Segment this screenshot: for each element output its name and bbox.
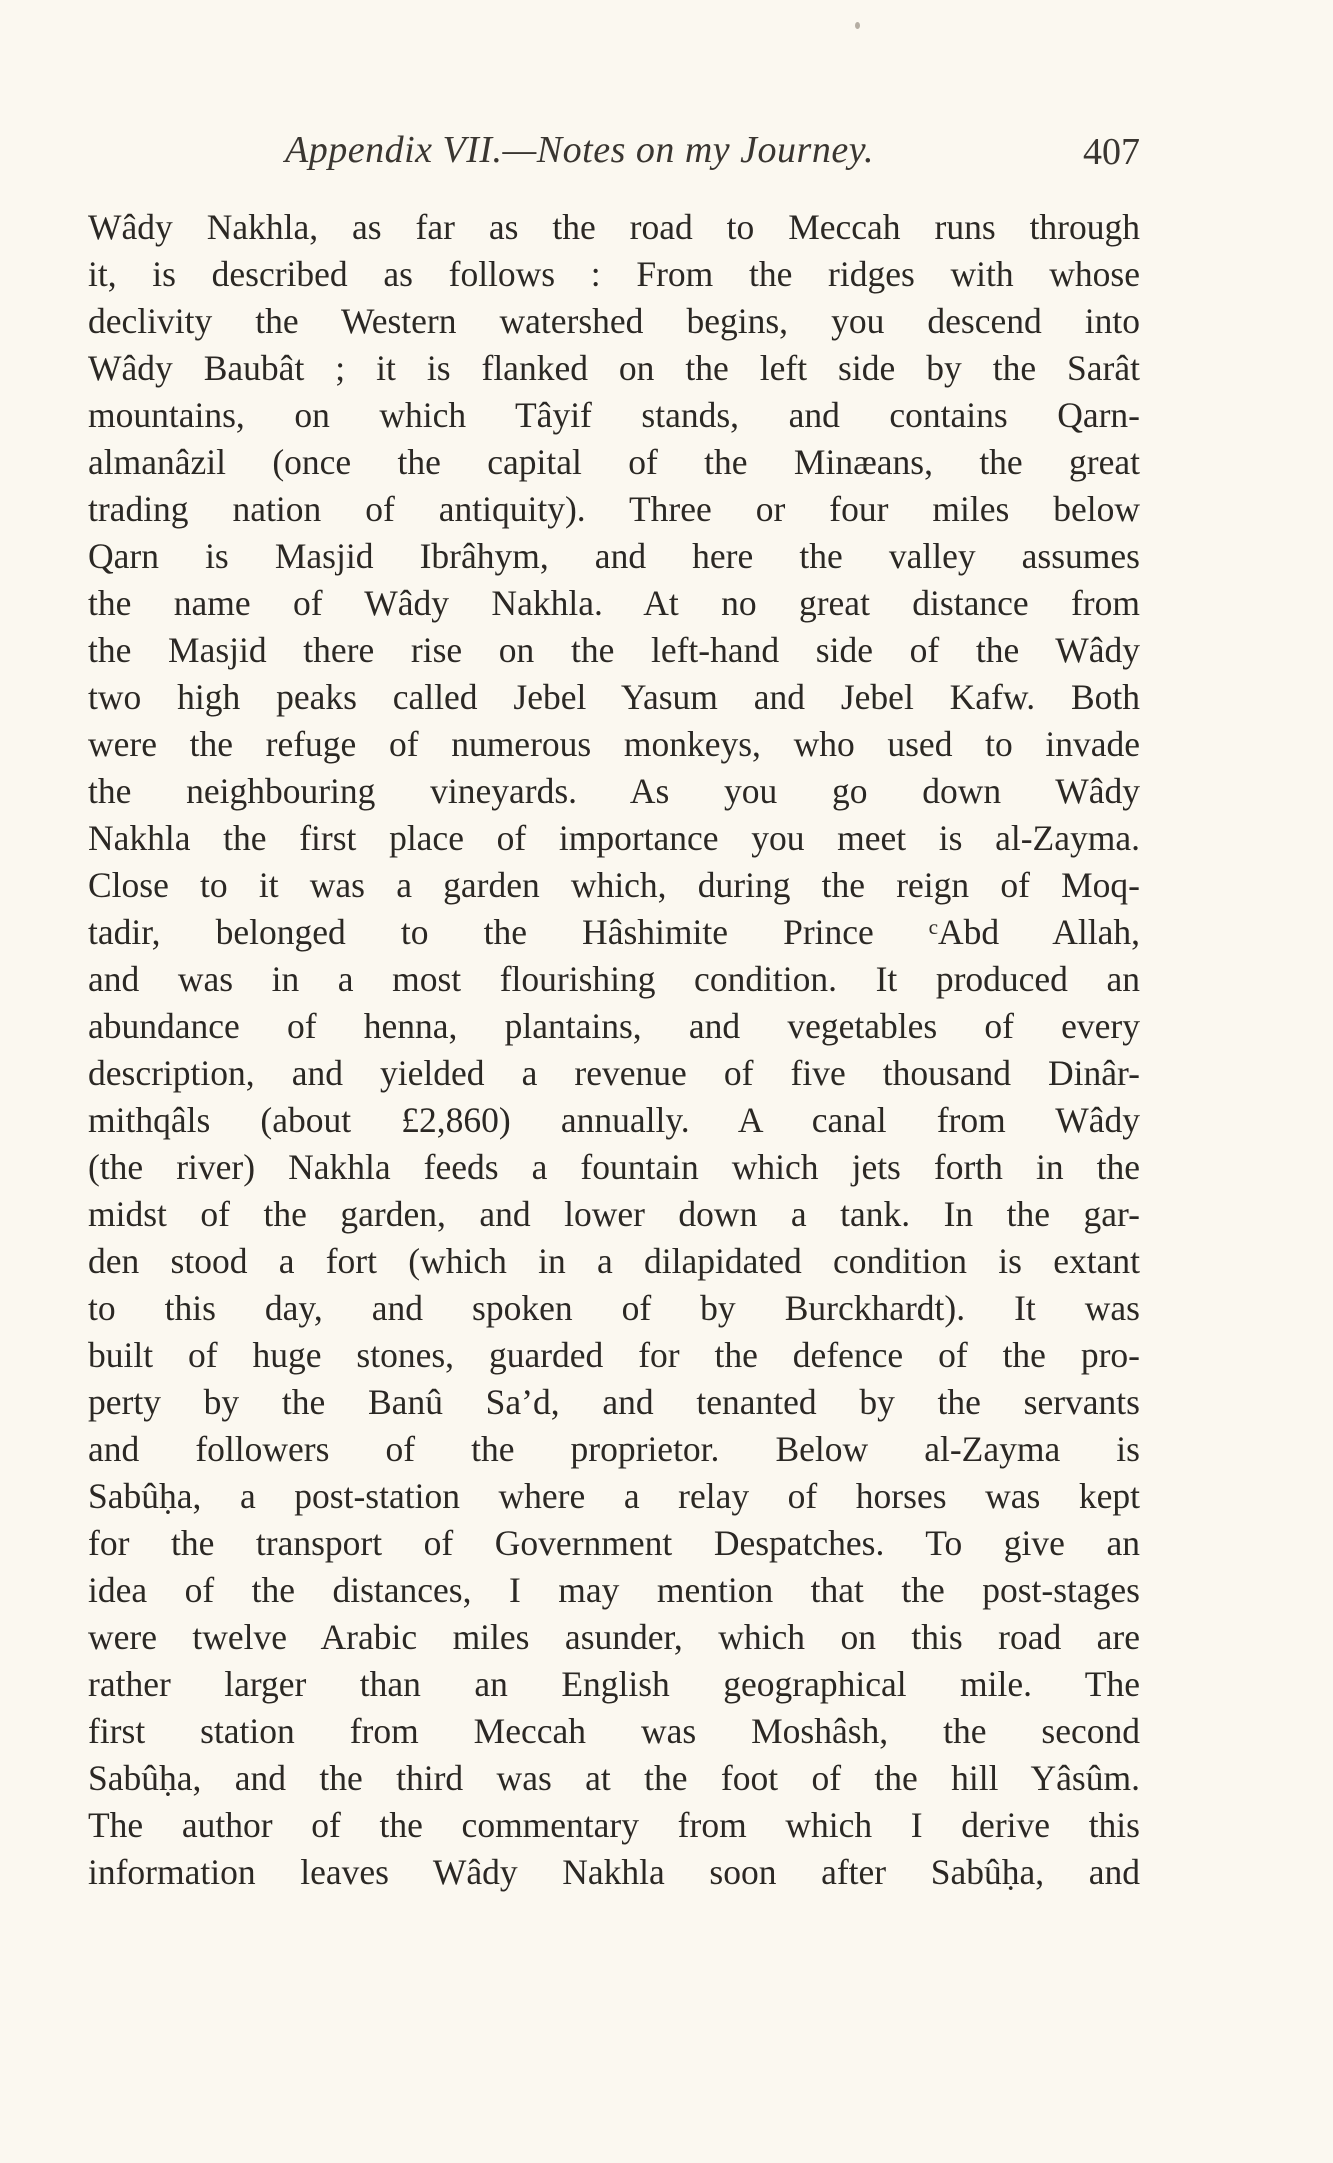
text-line: perty by the Banû Sa’d, and tenanted by the servants (88, 1382, 1140, 1422)
text-line: abundance of henna, plantains, and vegetables of every (88, 1006, 1140, 1046)
page-number: 407 (1083, 131, 1140, 173)
text-line: the neighbouring vineyards. As you go down Wâdy (88, 771, 1140, 811)
text-line: built of huge stones, guarded for the defence of the pro- (88, 1335, 1140, 1375)
text-line: Close to it was a garden which, during the reign of Moq- (88, 865, 1140, 905)
text-line: for the transport of Government Despatches. To give an (88, 1523, 1140, 1563)
text-line: and was in a most flourishing condition. It produced an (88, 959, 1140, 999)
text-line: description, and yielded a revenue of five thousand Dinâr- (88, 1053, 1140, 1093)
text-line: Nakhla the first place of importance you meet is al-Zayma. (88, 818, 1140, 858)
text-line: trading nation of antiquity). Three or four miles below (88, 489, 1140, 529)
running-head-title: Appendix VII.—Notes on my Journey. (285, 129, 874, 171)
text-line: (the river) Nakhla feeds a fountain which jets forth in the (88, 1147, 1140, 1187)
text-line: the name of Wâdy Nakhla. At no great distance from (88, 583, 1140, 623)
text-line: Qarn is Masjid Ibrâhym, and here the valley assumes (88, 536, 1140, 576)
paper-speck (855, 22, 860, 29)
text-line: were the refuge of numerous monkeys, who used to invade (88, 724, 1140, 764)
text-line: declivity the Western watershed begins, you descend into (88, 301, 1140, 341)
text-line: rather larger than an English geographical mile. The (88, 1664, 1140, 1704)
text-line: idea of the distances, I may mention that the post-stages (88, 1570, 1140, 1610)
text-line: Sabûḥa, and the third was at the foot of the hill Yâsûm. (88, 1758, 1140, 1798)
text-line: The author of the commentary from which I derive this (88, 1805, 1140, 1845)
text-line: den stood a fort (which in a dilapidated condition is extant (88, 1241, 1140, 1281)
running-head (285, 128, 1140, 178)
text-line: first station from Meccah was Moshâsh, the second (88, 1711, 1140, 1751)
text-line: two high peaks called Jebel Yasum and Jebel Kafw. Both (88, 677, 1140, 717)
text-line: Wâdy Nakhla, as far as the road to Meccah runs through (88, 207, 1140, 247)
text-line: mithqâls (about £2,860) annually. A canal from Wâdy (88, 1100, 1140, 1140)
text-line: to this day, and spoken of by Burckhardt). It was (88, 1288, 1140, 1328)
text-line: it, is described as follows : From the ridges with whose (88, 254, 1140, 294)
text-line: tadir, belonged to the Hâshimite Prince ᶜAbd Allah, (88, 912, 1140, 952)
text-line: the Masjid there rise on the left-hand side of the Wâdy (88, 630, 1140, 670)
text-line: midst of the garden, and lower down a tank. In the gar- (88, 1194, 1140, 1234)
text-line: mountains, on which Tâyif stands, and contains Qarn- (88, 395, 1140, 435)
text-line: and followers of the proprietor. Below al-Zayma is (88, 1429, 1140, 1469)
text-line: Sabûḥa, a post-station where a relay of horses was kept (88, 1476, 1140, 1516)
text-line: almanâzil (once the capital of the Minæans, the great (88, 442, 1140, 482)
body-text (88, 204, 1140, 1896)
text-line: Wâdy Baubât ; it is flanked on the left side by the Sarât (88, 348, 1140, 388)
text-line: were twelve Arabic miles asunder, which on this road are (88, 1617, 1140, 1657)
text-line: information leaves Wâdy Nakhla soon after Sabûḥa, and (88, 1852, 1140, 1892)
